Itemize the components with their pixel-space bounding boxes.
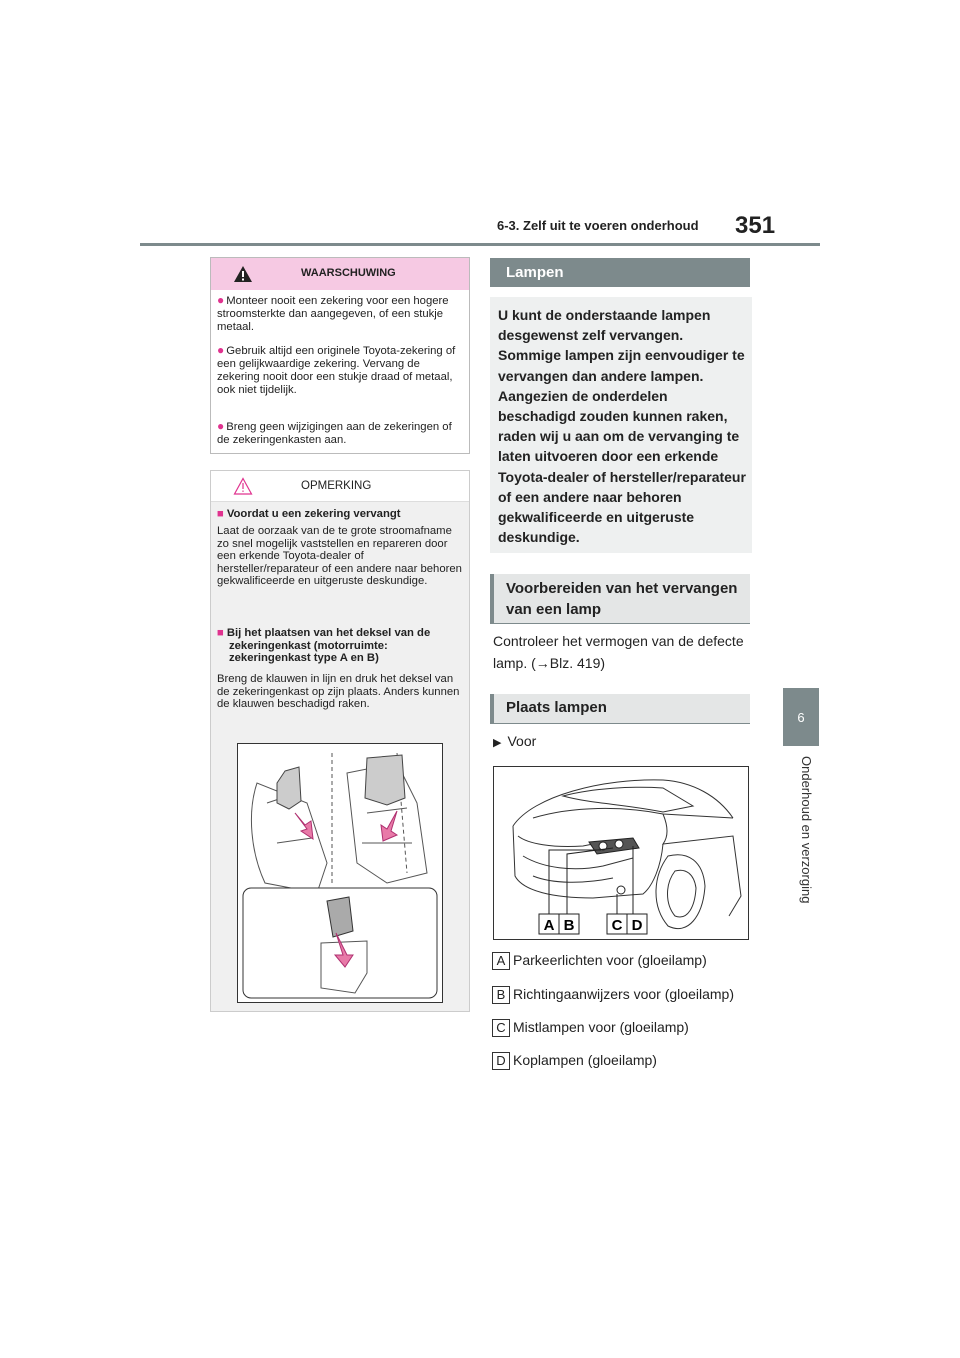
bullet-icon: ● <box>217 343 225 357</box>
lamps-heading: Lampen <box>490 258 750 287</box>
bullet-icon: ● <box>217 293 225 307</box>
warning-item: ● Gebruik altijd een originele Toyota-zekering of een gelijkwaardige zekering. Vervang de zekering nooit door een stukje draad of metaal, ook niet tijdelijk. <box>217 343 456 396</box>
warning-item: ● Monteer nooit een zekering voor een hogere stroomsterkte dan aangegeven, of een stukje metaal. <box>217 293 449 333</box>
warning-triangle-icon <box>233 265 253 283</box>
note-subheading: ■ Bij het plaatsen van het deksel van de zekeringenkast (motorruimte: zekeringenkast type A en B) <box>217 627 431 665</box>
legend-letter: D <box>492 1052 510 1070</box>
page-number: 351 <box>735 212 776 239</box>
legend-letter: B <box>492 986 510 1004</box>
warning-item: ● Breng geen wijzigingen aan de zekeringen of de zekeringenkasten aan. <box>217 419 452 446</box>
location-heading: Plaats lampen <box>490 694 750 724</box>
callout-a: A <box>543 917 555 934</box>
bullet-icon: ● <box>217 419 225 433</box>
prep-heading: Voorbereiden van het vervangen van een lamp <box>490 574 750 624</box>
caution-triangle-icon <box>233 477 253 495</box>
note-paragraph: Breng de klauwen in lijn en druk het deksel van de zekeringenkast op zijn plaats. Anders kunnen de klauwen beschadigd raken. <box>217 673 460 711</box>
note-paragraph: Laat de oorzaak van de te grote stroomafname zo snel mogelijk vaststellen en repareren door een erkende Toyota-dealer of hersteller/reparateur of een andere naar behoren gekwalificeerde en uitgeruste deskundige. <box>217 525 462 588</box>
legend-item <box>492 952 707 970</box>
section-title: 6-3. Zelf uit te voeren onderhoud <box>497 218 699 233</box>
car-front-illustration <box>493 766 749 940</box>
note-subheading: ■ Voordat u een zekering vervangt <box>217 508 401 520</box>
legend-item <box>492 1019 689 1037</box>
callout-d: D <box>631 917 643 934</box>
front-label: ▶ Voor <box>493 733 537 749</box>
callout-c: C <box>611 917 623 934</box>
square-bullet-icon: ■ <box>217 508 224 520</box>
chapter-label: Onderhoud en verzorging <box>799 756 814 904</box>
warning-header <box>211 258 469 290</box>
legend-letter: A <box>492 952 510 970</box>
legend-item <box>492 986 734 1004</box>
prep-text: Controleer het vermogen van de defecte lamp. (→Blz. 419) <box>493 633 744 671</box>
legend-text: Parkeerlichten voor (gloeilamp) <box>513 952 707 968</box>
lamps-intro-text: U kunt de onderstaande lampen desgewenst zelf vervangen. Sommige lampen zijn eenvoudiger te vervangen dan andere lampen. Aangezien de onderdelen beschadigd zouden kunnen raken, raden wij u aan om de vervanging te laten uitvoeren door een erkende Toyota-dealer of hersteller/reparateur of een andere naar behoren gekwalificeerde en uitgeruste deskundige. <box>498 307 746 546</box>
callout-b: B <box>563 917 575 934</box>
note-title: OPMERKING <box>301 480 372 492</box>
note-header <box>211 471 469 502</box>
chapter-tab <box>783 688 819 746</box>
note-box <box>210 470 470 1012</box>
warning-title: WAARSCHUWING <box>301 267 396 279</box>
arrow-right-icon: ▶ <box>493 737 502 749</box>
warning-box <box>210 257 470 454</box>
chapter-number: 6 <box>797 709 805 725</box>
legend-text: Koplampen (gloeilamp) <box>513 1052 657 1068</box>
legend-item <box>492 1052 657 1070</box>
header-rule <box>140 243 820 246</box>
fuse-box-cover-illustration <box>237 743 443 1003</box>
square-bullet-icon: ■ <box>217 627 224 639</box>
legend-text: Mistlampen voor (gloeilamp) <box>513 1019 689 1035</box>
legend-text: Richtingaanwijzers voor (gloeilamp) <box>513 986 734 1002</box>
legend-letter: C <box>492 1019 510 1037</box>
